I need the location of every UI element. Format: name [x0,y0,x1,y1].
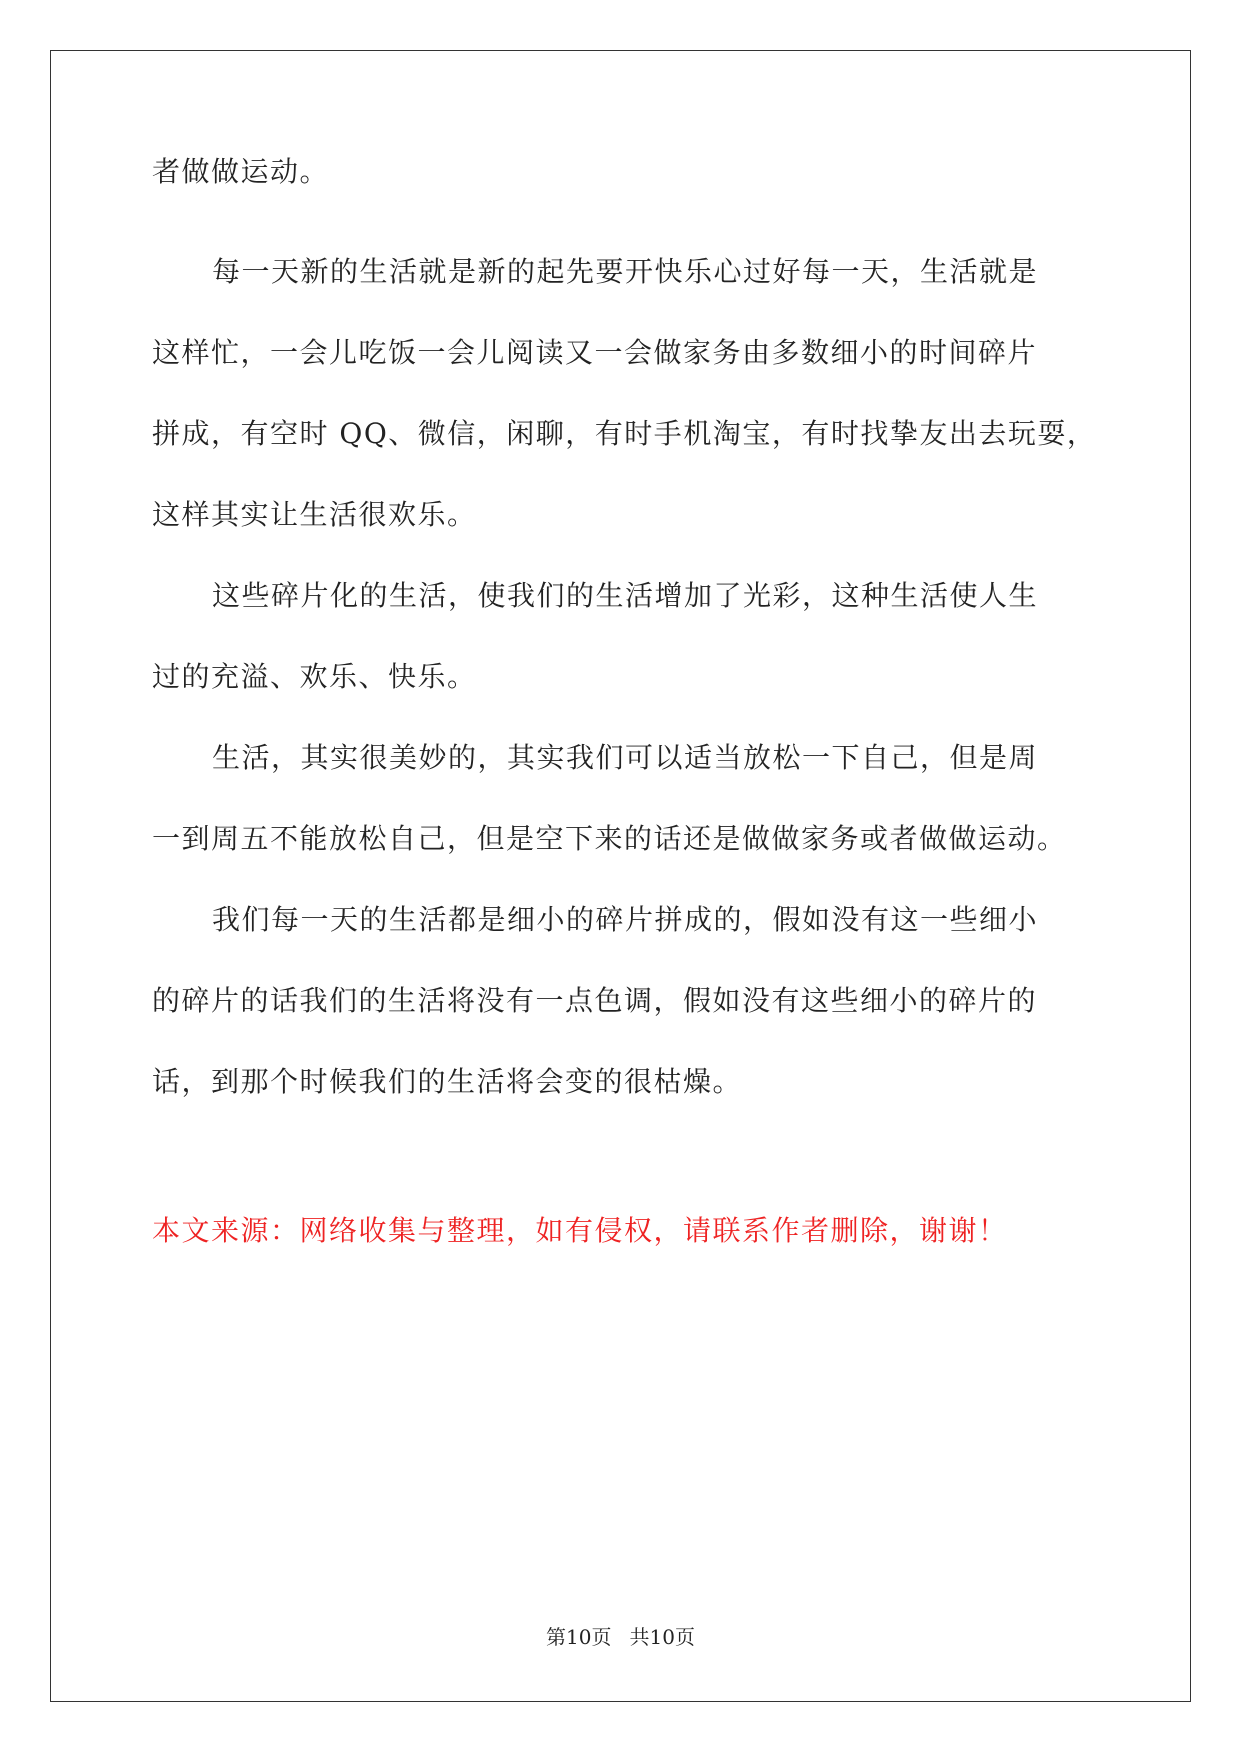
text-line: 的碎片的话我们的生活将没有一点色调，假如没有这些细小的碎片的 [152,984,1038,1017]
page-footer [0,1623,1241,1651]
paragraph-line: 这些碎片化的生活，使我们的生活增加了光彩，这种生活使人生 [212,579,1039,612]
text-line: 这样忙，一会儿吃饭一会儿阅读又一会做家务由多数细小的时间碎片 [152,336,1038,369]
paragraph-line: 生活，其实很美妙的，其实我们可以适当放松一下自己，但是周 [212,741,1039,774]
text-line: 这样其实让生活很欢乐。 [152,498,477,531]
text-line: 者做做运动。 [152,155,330,188]
text-line: 过的充溢、欢乐、快乐。 [152,660,477,693]
paragraph-line: 每一天新的生活就是新的起先要开快乐心过好每一天，生活就是 [212,255,1039,288]
text-line: 话，到那个时候我们的生活将会变的很枯燥。 [152,1065,743,1098]
page-border [50,50,1191,1702]
text-line: 一到周五不能放松自己，但是空下来的话还是做做家务或者做做运动。 [152,822,1067,855]
text-line: 拼成，有空时 QQ、微信，闲聊，有时手机淘宝，有时找挚友出去玩耍， [152,417,1097,450]
source-note: 本文来源：网络收集与整理，如有侵权，请联系作者删除，谢谢！ [152,1214,1008,1247]
paragraph-line: 我们每一天的生活都是细小的碎片拼成的，假如没有这一些细小 [212,903,1039,936]
page-number: 第10页 [546,1625,612,1649]
page-total: 共10页 [629,1625,695,1649]
